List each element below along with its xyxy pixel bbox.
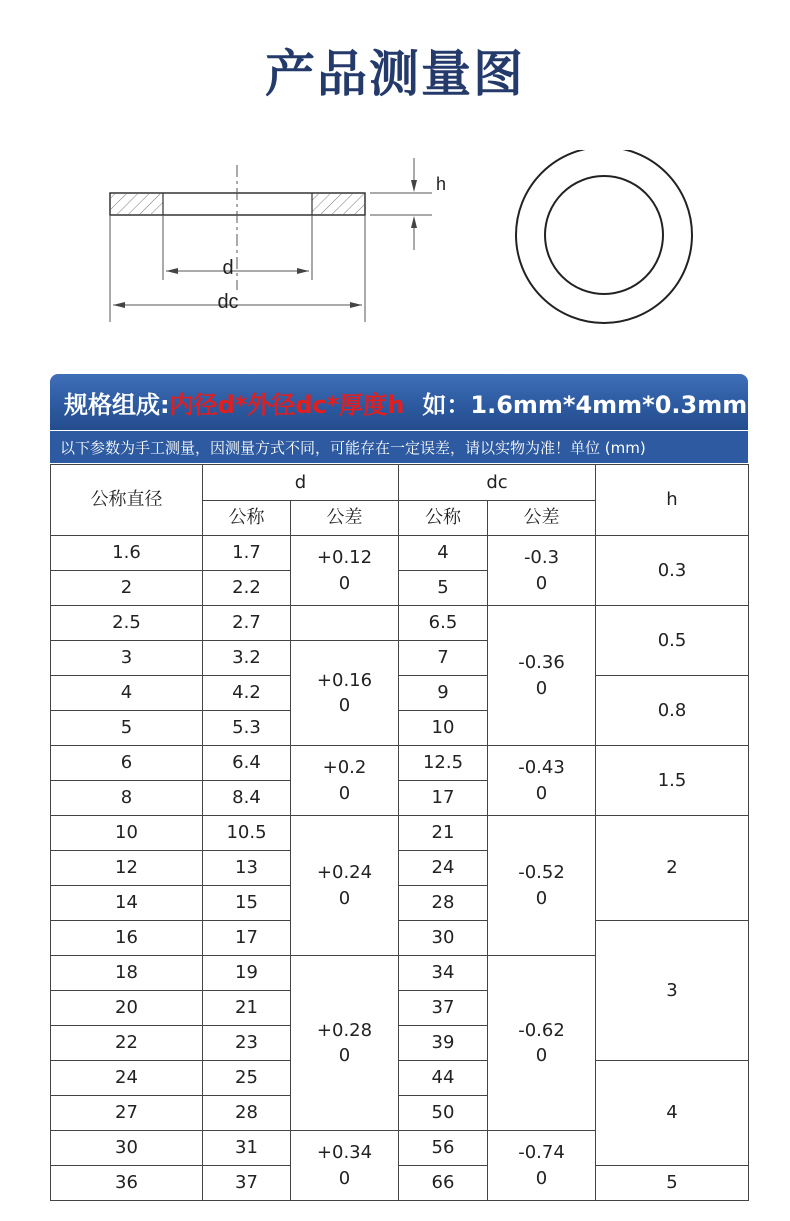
header-dc-tolerance: 公差 [488,501,596,536]
d-cell: 23 [203,1026,291,1061]
dc-cell: 56 [399,1131,488,1166]
nominal-cell: 1.6 [51,536,203,571]
spec-format-highlight: 内径d*外径dc*厚度h [169,390,405,419]
table-row [51,1061,749,1096]
nominal-cell: 6 [51,746,203,781]
washer-measurement-diagram [0,150,790,340]
d-cell: 8.4 [203,781,291,816]
dc-tolerance-cell: -0.36 0 [488,606,596,746]
header-d-nominal: 公称 [203,501,291,536]
table-row [51,1166,749,1201]
nominal-cell: 36 [51,1166,203,1201]
h-cell: 4 [596,1061,749,1166]
spec-prefix: 规格组成: [64,390,170,419]
h-cell: 2 [596,816,749,921]
nominal-cell: 2 [51,571,203,606]
d-cell: 25 [203,1061,291,1096]
nominal-cell: 22 [51,1026,203,1061]
d-cell: 31 [203,1131,291,1166]
dc-tolerance-cell: -0.3 0 [488,536,596,606]
h-cell: 5 [596,1166,749,1201]
spec-table [50,464,749,1201]
d-cell: 19 [203,956,291,991]
table-row [51,676,749,711]
h-cell: 0.8 [596,676,749,746]
dc-cell: 44 [399,1061,488,1096]
spec-format-bar [50,374,748,430]
d-tolerance-cell: +0.12 0 [291,536,399,606]
washer-side-view [110,158,432,322]
d-cell: 28 [203,1096,291,1131]
h-cell: 3 [596,921,749,1061]
nominal-cell: 24 [51,1061,203,1096]
nominal-cell: 8 [51,781,203,816]
d-cell: 3.2 [203,641,291,676]
dimension-d-label: d [222,257,234,279]
dc-cell: 7 [399,641,488,676]
dc-tolerance-cell: -0.74 0 [488,1131,596,1201]
dc-cell: 5 [399,571,488,606]
dc-cell: 4 [399,536,488,571]
table-row [51,746,749,781]
dc-cell: 30 [399,921,488,956]
dc-cell: 28 [399,886,488,921]
nominal-cell: 18 [51,956,203,991]
dc-tolerance-cell: -0.52 0 [488,816,596,956]
nominal-cell: 16 [51,921,203,956]
dc-cell: 39 [399,1026,488,1061]
d-tolerance-cell: +0.16 0 [291,641,399,746]
dimension-h-label: h [436,174,447,194]
nominal-cell: 30 [51,1131,203,1166]
spec-example: 如：1.6mm*4mm*0.3mm [422,390,748,419]
nominal-cell: 12 [51,851,203,886]
nominal-cell: 4 [51,676,203,711]
d-cell: 6.4 [203,746,291,781]
h-cell: 1.5 [596,746,749,816]
dc-cell: 24 [399,851,488,886]
d-cell: 2.7 [203,606,291,641]
table-row [51,921,749,956]
d-cell: 21 [203,991,291,1026]
dc-cell: 50 [399,1096,488,1131]
nominal-cell: 14 [51,886,203,921]
nominal-cell: 27 [51,1096,203,1131]
d-cell: 13 [203,851,291,886]
page-title: 产品测量图 [265,45,525,103]
dc-cell: 37 [399,991,488,1026]
dimension-dc-label: dc [217,291,239,313]
nominal-cell: 3 [51,641,203,676]
table-row [51,816,749,851]
dc-cell: 21 [399,816,488,851]
d-tolerance-cell: +0.2 0 [291,746,399,816]
dc-cell: 12.5 [399,746,488,781]
header-dc: dc [399,465,596,501]
h-cell: 0.5 [596,606,749,676]
table-row [51,536,749,571]
d-tolerance-cell: +0.24 0 [291,816,399,956]
d-tolerance-cell [291,606,399,641]
d-cell: 10.5 [203,816,291,851]
header-dc-nominal: 公称 [399,501,488,536]
dc-cell: 34 [399,956,488,991]
header-d: d [203,465,399,501]
dc-cell: 6.5 [399,606,488,641]
d-cell: 1.7 [203,536,291,571]
d-cell: 4.2 [203,676,291,711]
header-h: h [596,465,749,536]
measurement-note: 以下参数为手工测量，因测量方式不同，可能存在一定误差，请以实物为准！单位 (mm) [50,430,748,463]
nominal-cell: 10 [51,816,203,851]
dc-cell: 9 [399,676,488,711]
dc-tolerance-cell: -0.62 0 [488,956,596,1131]
dc-tolerance-cell: -0.43 0 [488,746,596,816]
h-cell: 0.3 [596,536,749,606]
d-cell: 15 [203,886,291,921]
table-row [51,606,749,641]
nominal-cell: 5 [51,711,203,746]
dc-cell: 17 [399,781,488,816]
header-nominal-diameter: 公称直径 [51,465,203,536]
header-d-tolerance: 公差 [291,501,399,536]
dc-cell: 10 [399,711,488,746]
d-cell: 37 [203,1166,291,1201]
nominal-cell: 2.5 [51,606,203,641]
d-tolerance-cell: +0.28 0 [291,956,399,1131]
nominal-cell: 20 [51,991,203,1026]
d-cell: 5.3 [203,711,291,746]
d-cell: 17 [203,921,291,956]
d-cell: 2.2 [203,571,291,606]
dc-cell: 66 [399,1166,488,1201]
washer-top-view [516,150,692,323]
d-tolerance-cell: +0.34 0 [291,1131,399,1201]
